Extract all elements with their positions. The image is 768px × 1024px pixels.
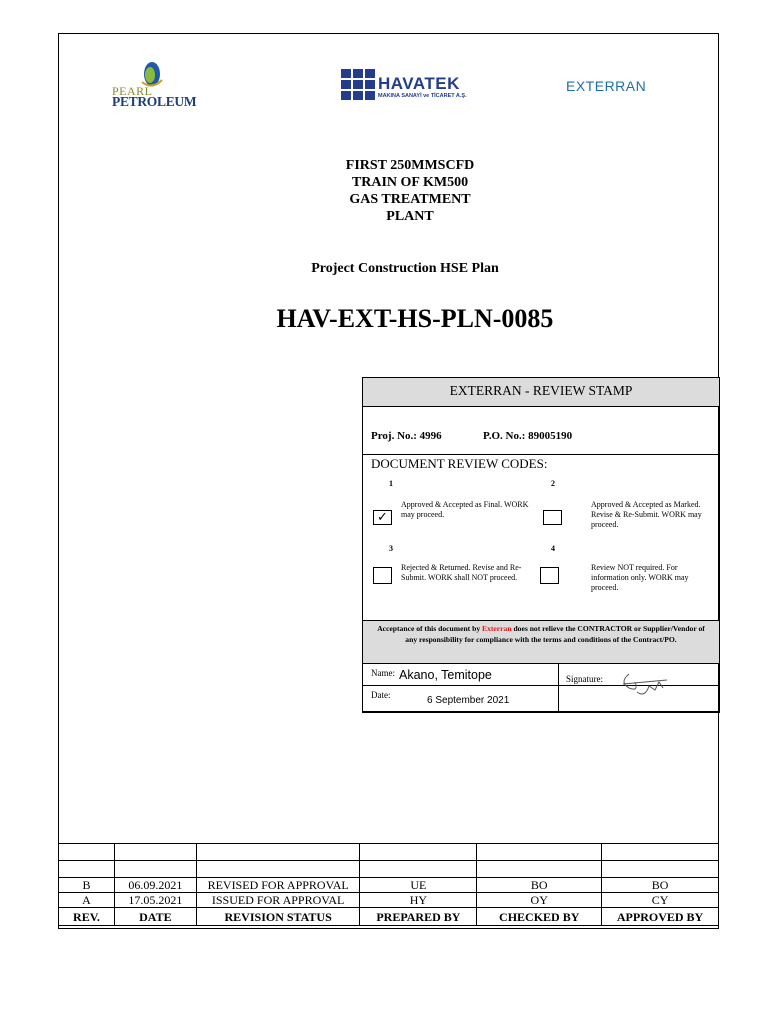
table-row	[59, 844, 719, 861]
name-value: Akano, Temitope	[399, 668, 492, 682]
signature-label: Signature:	[566, 674, 603, 684]
table-cell	[477, 861, 602, 878]
code-number: 3	[389, 544, 393, 553]
signature-divider	[558, 664, 559, 712]
table-cell	[477, 844, 602, 861]
date-label: Date:	[371, 690, 391, 700]
stamp-header: EXTERRAN - REVIEW STAMP	[363, 378, 719, 407]
column-header: CHECKED BY	[477, 908, 602, 926]
code-text: Approved & Accepted as Final. WORK may proceed.	[401, 500, 529, 519]
table-cell: REVISED FOR APPROVAL	[196, 878, 360, 893]
table-cell: BO	[477, 878, 602, 893]
havatek-subtitle: MAKINA SANAYİ ve TİCARET A.Ş.	[378, 93, 467, 99]
review-codes-section	[363, 455, 719, 621]
title-line: TRAIN OF KM500	[351, 175, 469, 190]
table-cell	[59, 844, 115, 861]
acceptance-notice	[363, 621, 719, 664]
code-number: 2	[551, 479, 555, 488]
name-label: Name:	[371, 668, 395, 678]
po-number: P.O. No.: 89005190	[483, 430, 573, 442]
table-cell: 17.05.2021	[114, 893, 196, 908]
table-cell: A	[59, 893, 115, 908]
acceptance-text-pre: Acceptance of this document by	[377, 624, 483, 633]
table-cell: UE	[360, 878, 477, 893]
table-row	[59, 878, 719, 893]
table-cell	[602, 861, 719, 878]
code-text: Rejected & Returned. Revise and Re-Submit. WORK shall NOT proceed.	[401, 563, 522, 582]
title-line: FIRST 250MMSCFD	[345, 158, 475, 173]
table-cell	[360, 844, 477, 861]
column-header: PREPARED BY	[360, 908, 477, 926]
document-subtitle: Project Construction HSE Plan	[311, 261, 499, 276]
code-1-checkbox[interactable]: ✓	[373, 510, 392, 525]
table-cell: ISSUED FOR APPROVAL	[196, 893, 360, 908]
table-cell: CY	[602, 893, 719, 908]
project-title	[330, 157, 490, 225]
title-line: PLANT	[386, 209, 434, 224]
table-row	[59, 861, 719, 878]
column-header: APPROVED BY	[602, 908, 719, 926]
table-cell	[114, 844, 196, 861]
column-header: DATE	[114, 908, 196, 926]
revision-table	[58, 843, 719, 926]
column-header: REVISION STATUS	[196, 908, 360, 926]
date-value: 6 September 2021	[427, 695, 510, 706]
exterran-logo: EXTERRAN	[566, 78, 647, 94]
table-cell	[196, 844, 360, 861]
table-cell	[360, 861, 477, 878]
code-4-checkbox[interactable]	[540, 567, 559, 584]
stamp-project-row	[363, 407, 719, 455]
table-cell	[602, 844, 719, 861]
signature-scribble	[615, 668, 675, 704]
table-cell: BO	[602, 878, 719, 893]
havatek-grid-icon	[340, 68, 376, 102]
acceptance-text-post: does not relieve the CONTRACTOR or Supplier/Vendor of any responsibility for compliance with the terms and conditions of the Contract/PO.	[405, 624, 705, 644]
table-cell	[196, 861, 360, 878]
project-number: Proj. No.: 4996	[371, 430, 442, 442]
title-line: GAS TREATMENT	[349, 192, 471, 207]
table-cell	[114, 861, 196, 878]
review-stamp	[362, 377, 720, 713]
code-3-checkbox[interactable]	[373, 567, 392, 584]
table-cell: HY	[360, 893, 477, 908]
code-text: Review NOT required. For information only. WORK may proceed.	[591, 563, 689, 592]
table-cell	[59, 861, 115, 878]
petroleum-text: PETROLEUM	[112, 94, 197, 109]
code-number: 1	[389, 479, 393, 488]
table-header-row	[59, 908, 719, 926]
table-cell: 06.09.2021	[114, 878, 196, 893]
code-text: Approved & Accepted as Marked. Revise & Re-Submit. WORK may proceed.	[591, 500, 702, 529]
pearl-petroleum-logo	[112, 60, 212, 110]
column-header: REV.	[59, 908, 115, 926]
review-codes-title: DOCUMENT REVIEW CODES:	[371, 456, 548, 471]
table-row	[59, 893, 719, 908]
havatek-logo	[340, 68, 480, 102]
document-number: HAV-EXT-HS-PLN-0085	[276, 304, 554, 333]
code-2-checkbox[interactable]	[543, 510, 562, 525]
pearl-text: PEARL	[112, 84, 153, 98]
code-number: 4	[551, 544, 555, 553]
acceptance-company: Exterran	[482, 624, 512, 633]
table-cell: OY	[477, 893, 602, 908]
havatek-name: HAVATEK	[378, 74, 460, 93]
table-cell: B	[59, 878, 115, 893]
